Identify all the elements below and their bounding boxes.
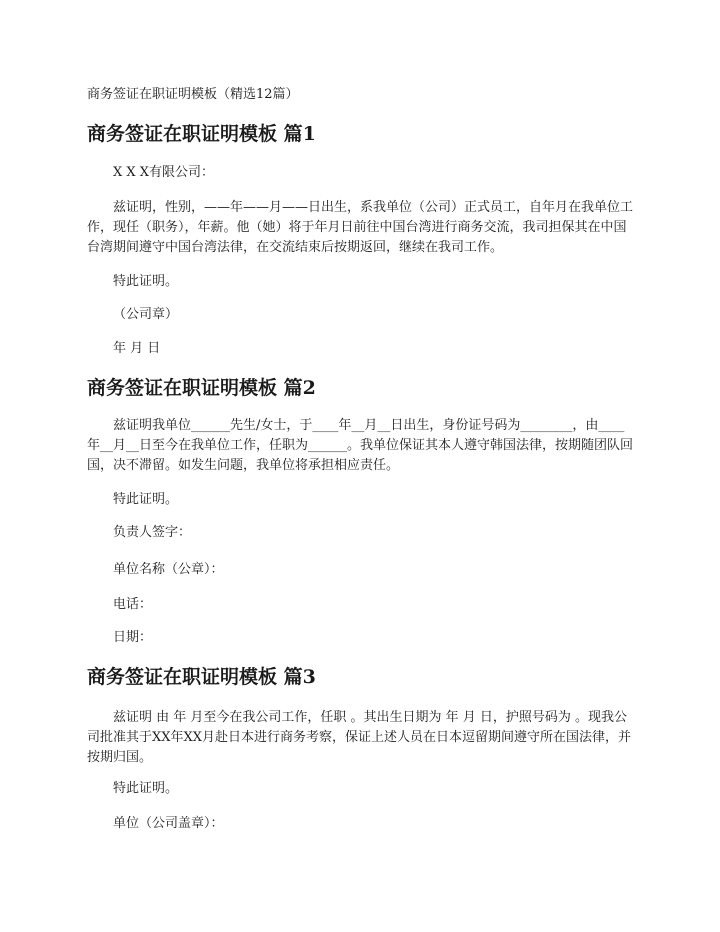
section-3-unit-seal: 单位（公司盖章）： (113, 816, 224, 831)
section-3-title: 商务签证在职证明模板 篇3 (87, 666, 316, 688)
section-1-closing: 特此证明。 (113, 274, 179, 289)
section-1-date: 年 月 日 (113, 341, 161, 356)
section-2-unit-name: 单位名称（公章）： (113, 562, 224, 577)
section-2-body: 兹证明我单位______先生/女士，于____年__月__日出生，身份证号码为________，由____年__月__日至今在我单位工作，任职为______。我单位保证其本人遵守韩国法律，按期随团队回国，决不滞留。如发生问题，我单位将承担相应责任。 (87, 418, 634, 473)
section-2-signer: 负责人签字： (113, 525, 192, 540)
section-2-title: 商务签证在职证明模板 篇2 (87, 377, 316, 399)
section-1-body: 兹证明，性别，——年——月——日出生，系我单位（公司）正式员工，自年月在我单位工作，现任（职务），年薪。他（她）将于年月日前往中国台湾进行商务交流，我司担保其在中国台湾期间遵守中国台湾法律，在交流结束后按期返回，继续在我司工作。 (87, 200, 634, 255)
section-2-date: 日期： (113, 630, 153, 645)
section-1-title: 商务签证在职证明模板 篇1 (87, 123, 316, 145)
section-3-body: 兹证明 由 年 月至今在我公司工作，任职 。其出生日期为 年 月 日，护照号码为 。现我公司批准其于XX年XX月赴日本进行商务考察，保证上述人员在日本逗留期间遵守所在国法律，并按期归国。 (87, 710, 632, 765)
section-2-closing: 特此证明。 (113, 492, 179, 507)
document-title: 商务签证在职证明模板（精选12篇） (87, 87, 299, 102)
section-1-seal: （公司章） (113, 307, 179, 322)
section-2-phone: 电话： (113, 597, 153, 612)
section-1-addressee: X X X有限公司： (113, 165, 215, 180)
section-3-closing: 特此证明。 (113, 781, 179, 796)
